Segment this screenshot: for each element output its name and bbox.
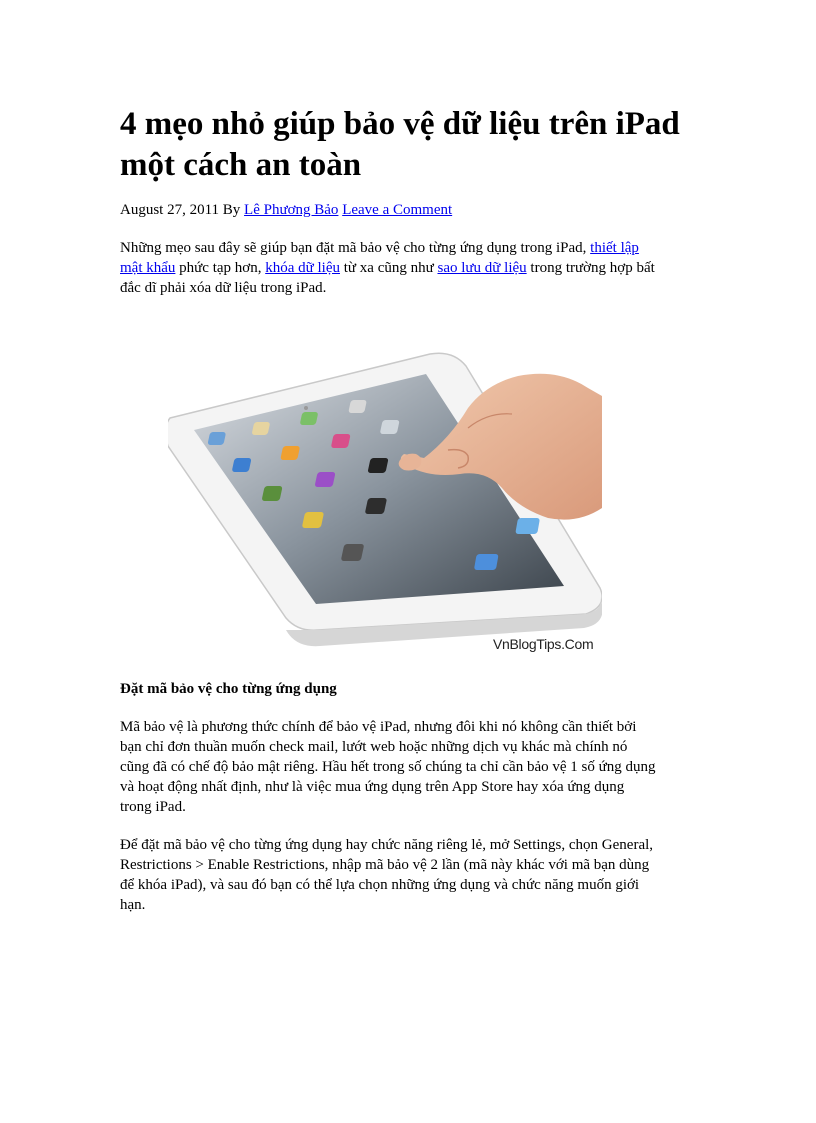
leave-comment-link[interactable]: Leave a Comment [342, 202, 453, 218]
section-paragraph-2 [120, 835, 653, 915]
intro-line-3: đắc dĩ phải xóa dữ liệu trong iPad. [120, 280, 327, 296]
by-label: By [222, 202, 241, 218]
para2-line: Restrictions > Enable Restrictions, nhập mã bảo vệ 2 lần (mã này khác với mã bạn dùng [120, 857, 650, 873]
para1-line: trong iPad. [120, 799, 186, 815]
intro-text-3: từ xa cũng như [343, 260, 434, 276]
intro-line-1 [120, 238, 655, 258]
section-paragraph-1 [120, 717, 655, 817]
image-watermark: VnBlogTips.Com [493, 636, 594, 652]
link-lock-data[interactable]: khóa dữ liệu [265, 260, 340, 276]
ipad-illustration [168, 348, 602, 660]
para1-line: Mã bảo vệ là phương thức chính để bảo vệ iPad, nhưng đôi khi nó không cần thiết bởi [120, 719, 637, 735]
link-password-setup-cont[interactable]: mật khẩu [120, 260, 176, 276]
title-line-2: một cách an toàn [120, 147, 362, 183]
para1-line: cũng đã có chế độ bảo mật riêng. Hầu hết trong số chúng ta chỉ cần bảo vệ 1 số ứng dụng [120, 759, 656, 775]
ipad-photo [168, 348, 602, 660]
intro-text-1: Những mẹo sau đây sẽ giúp bạn đặt mã bảo vệ cho từng ứng dụng trong iPad, [120, 240, 587, 256]
author-link[interactable]: Lê Phương Bảo [244, 202, 339, 218]
para1-line: và hoạt động nhất định, như là việc mua ứng dụng trên App Store hay xóa ứng dụng [120, 779, 625, 795]
para2-line: để khóa iPad), và sau đó bạn có thể lựa chọn những ứng dụng và chức năng muốn giới [120, 877, 640, 893]
article-title [120, 104, 700, 186]
intro-paragraph [120, 238, 655, 298]
section-heading: Đặt mã bảo vệ cho từng ứng dụng [120, 681, 337, 697]
intro-text-2: phức tạp hơn, [179, 260, 262, 276]
para1-line: bạn chỉ đơn thuần muốn check mail, lướt web hoặc những dịch vụ khác mà chính nó [120, 739, 628, 755]
link-password-setup[interactable]: thiết lập [590, 240, 639, 256]
para2-line: hạn. [120, 897, 146, 913]
para2-line: Để đặt mã bảo vệ cho từng ứng dụng hay chức năng riêng lẻ, mở Settings, chọn General, [120, 837, 654, 853]
title-line-1: 4 mẹo nhỏ giúp bảo vệ dữ liệu trên iPad [120, 106, 680, 142]
intro-text-4: trong trường hợp bất [530, 260, 655, 276]
intro-line-2 [120, 258, 655, 278]
article-meta [120, 201, 452, 219]
link-backup-data[interactable]: sao lưu dữ liệu [437, 260, 527, 276]
post-date: August 27, 2011 [120, 202, 220, 218]
